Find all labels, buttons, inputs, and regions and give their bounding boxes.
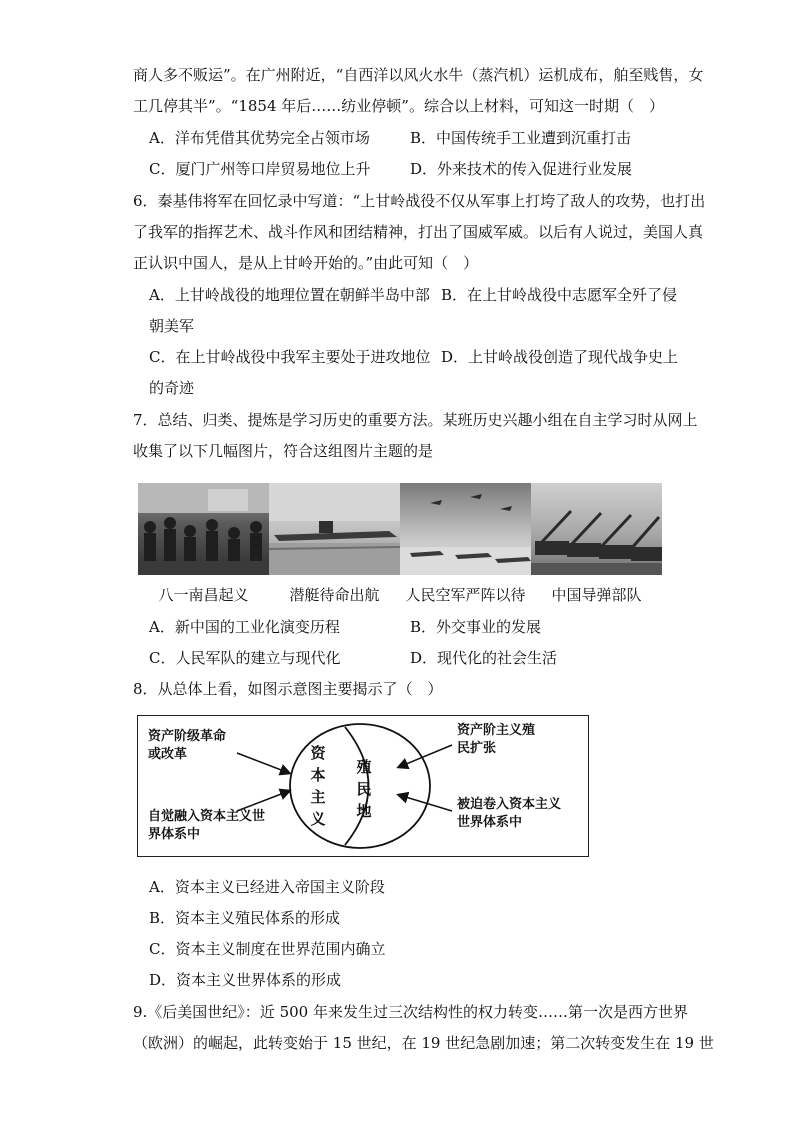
q9-line2: （欧洲）的崛起，此转变始于 15 世纪，在 19 世纪急剧加速；第二次转变发生在 19 世 xyxy=(133,1034,714,1052)
label-revolution-2: 或改革 xyxy=(148,747,188,762)
label-colonial-expansion-2: 民扩张 xyxy=(457,741,497,756)
q7-option-d[interactable]: D．现代化的社会生活 xyxy=(410,649,558,667)
caption-submarine: 潜艇待命出航 xyxy=(289,586,380,604)
q6-option-c[interactable]: C．在上甘岭战役中我军主要处于进攻地位 xyxy=(149,348,431,366)
q6-option-b-cont: 朝美军 xyxy=(149,317,195,335)
q6-option-b[interactable]: B．在上甘岭战役中志愿军全歼了侵 xyxy=(441,286,678,304)
q5-option-d[interactable]: D．外来技术的传入促进行业发展 xyxy=(410,160,633,178)
label-forced-integration-2: 世界体系中 xyxy=(457,815,523,830)
q7-photo-strip xyxy=(138,483,662,575)
air-force-photo xyxy=(400,483,531,575)
label-forced-integration-1: 被迫卷入资本主义 xyxy=(457,797,562,812)
label-revolution-1: 资产阶级革命 xyxy=(148,729,227,744)
q6-option-a[interactable]: A．上甘岭战役的地理位置在朝鲜半岛中部 xyxy=(149,286,430,304)
q7-option-c[interactable]: C．人民军队的建立与现代化 xyxy=(149,649,341,667)
caption-missile-unit: 中国导弹部队 xyxy=(551,586,642,604)
caption-nanchang-uprising: 八一南昌起义 xyxy=(158,586,249,604)
q5-option-c[interactable]: C．厦门广州等口岸贸易地位上升 xyxy=(149,160,371,178)
arrow-revolution xyxy=(237,753,289,773)
label-colonial-expansion-1: 资产阶主义殖 xyxy=(457,723,536,738)
q7-option-b[interactable]: B．外交事业的发展 xyxy=(410,618,542,636)
q6-line1: 6．秦基伟将军在回忆录中写道：“上甘岭战役不仅从军事上打垮了敌人的攻势，也打出 xyxy=(133,192,706,210)
missile-unit-photo xyxy=(531,483,662,575)
submarine-photo xyxy=(269,483,400,575)
q8-option-a[interactable]: A．资本主义已经进入帝国主义阶段 xyxy=(149,878,385,896)
nanchang-uprising-photo xyxy=(138,483,269,575)
label-colony: 殖 民 地 xyxy=(356,758,372,820)
q6-option-d[interactable]: D．上甘岭战役创造了现代战争史上 xyxy=(441,348,679,366)
q5-option-a[interactable]: A．洋布凭借其优势完全占领市场 xyxy=(149,129,370,147)
label-self-integration-1: 自觉融入资本主义世 xyxy=(148,809,266,824)
q5-line2: 工几停其半”。“1854 年后……纺业停顿”。综合以上材料，可知这一时期（ ） xyxy=(133,97,664,115)
q8-line1: 8．从总体上看，如图示意图主要揭示了（ ） xyxy=(133,680,443,698)
q8-option-b[interactable]: B．资本主义殖民体系的形成 xyxy=(149,909,341,927)
q9-line1: 9.《后美国世纪》：近 500 年来发生过三次结构性的权力转变……第一次是西方世界 xyxy=(133,1003,688,1021)
label-self-integration-2: 界体系中 xyxy=(148,827,201,842)
q7-option-a[interactable]: A．新中国的工业化演变历程 xyxy=(149,618,340,636)
q8-diagram xyxy=(137,715,589,857)
q7-line2: 收集了以下几幅图片，符合这组图片主题的是 xyxy=(133,442,434,460)
q5-option-b[interactable]: B．中国传统手工业遭到沉重打击 xyxy=(410,129,632,147)
q8-option-c[interactable]: C．资本主义制度在世界范围内确立 xyxy=(149,940,386,958)
q5-line1: 商人多不贩运”。在广州附近，“自西洋以风火水牛（蒸汽机）运机成布，舶至贱售，女 xyxy=(133,66,704,84)
q7-line1: 7．总结、归类、提炼是学习历史的重要方法。某班历史兴趣小组在自主学习时从网上 xyxy=(133,411,698,429)
caption-air-force: 人民空军严阵以待 xyxy=(405,586,526,604)
q6-line3: 正认识中国人，是从上甘岭开始的。”由此可知（ ） xyxy=(133,254,479,272)
q6-option-d-cont: 的奇迹 xyxy=(149,379,195,397)
label-capitalism: 资 本 主 义 xyxy=(310,744,326,828)
q6-line2: 了我军的指挥艺术、战斗作风和团结精神，打出了国威军威。以后有人说过，美国人真 xyxy=(133,223,704,241)
q8-option-d[interactable]: D．资本主义世界体系的形成 xyxy=(149,971,342,989)
